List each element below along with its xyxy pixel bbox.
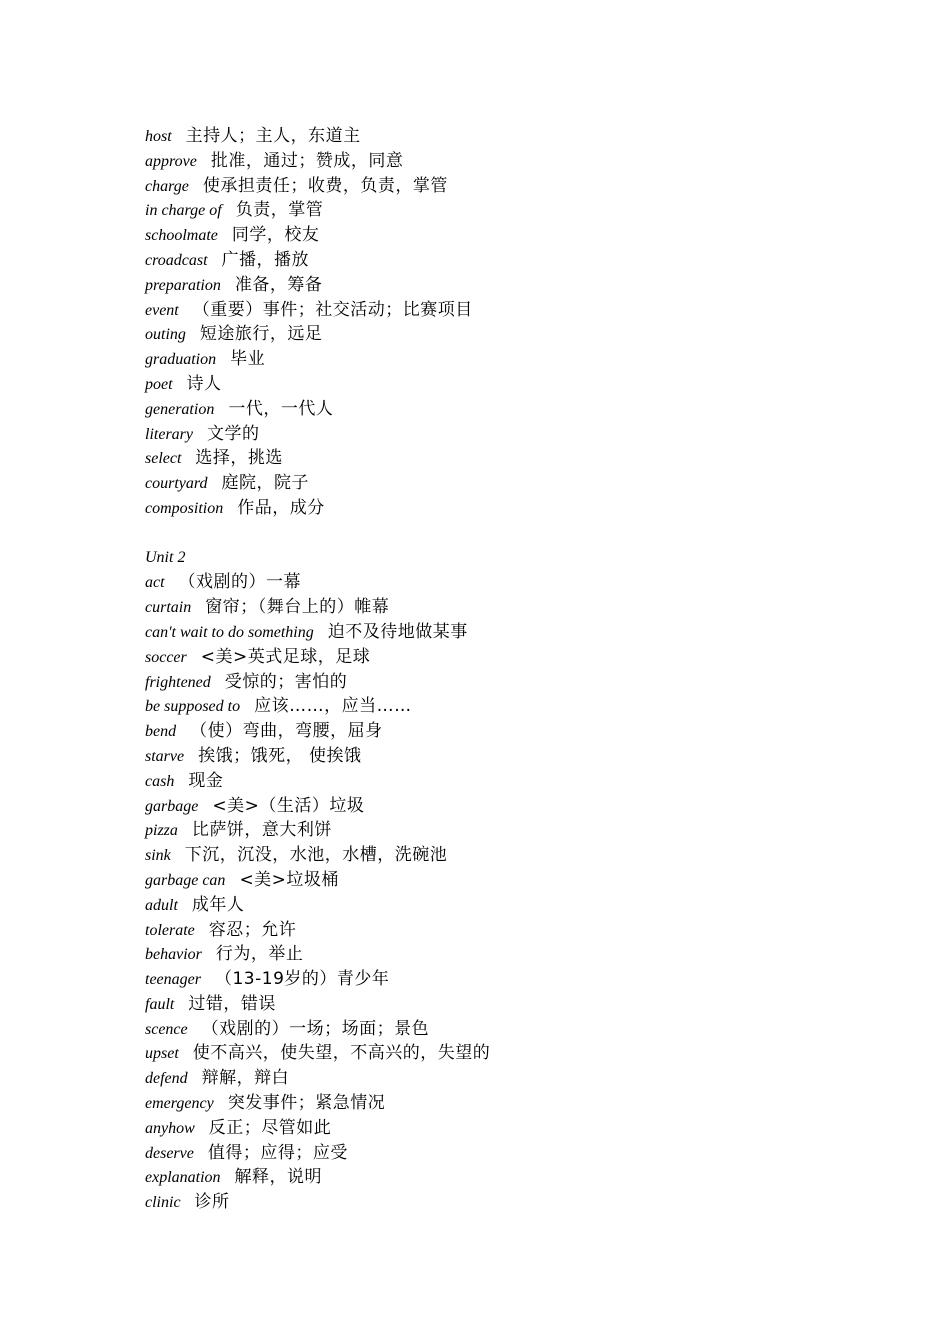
vocab-entry: [145, 843, 905, 868]
vocab-word: poet: [145, 375, 173, 393]
vocab-word: teenager: [145, 971, 201, 989]
vocab-entry: [145, 1190, 905, 1215]
vocab-entry: [145, 694, 905, 719]
vocab-meaning: 诗人: [186, 373, 222, 394]
vocab-entry: [145, 198, 905, 223]
vocab-word: starve: [145, 747, 185, 765]
section-unit-2: [145, 546, 905, 1216]
vocab-meaning: 下沉，沉没，水池，水槽，洗碗池: [184, 845, 448, 866]
vocab-word: curtain: [145, 599, 192, 617]
vocab-entry: [145, 942, 905, 967]
vocab-word: select: [145, 450, 182, 468]
vocab-entry: [145, 1165, 905, 1190]
vocab-word: deserve: [145, 1144, 194, 1162]
vocab-entry: [145, 471, 905, 496]
vocab-word: graduation: [145, 351, 217, 369]
vocab-meaning: 现金: [188, 770, 224, 791]
vocab-entry: [145, 347, 905, 372]
vocab-meaning: 准备，筹备: [234, 274, 323, 295]
vocab-word: pizza: [145, 822, 178, 840]
vocab-word: upset: [145, 1045, 179, 1063]
vocab-entry: [145, 992, 905, 1017]
vocab-meaning: （戏剧的）一场；场面；景色: [201, 1018, 430, 1039]
vocab-meaning: 一代，一代人: [228, 398, 334, 419]
vocab-entry: [145, 1066, 905, 1091]
vocab-entry: [145, 422, 905, 447]
vocab-word: clinic: [145, 1194, 181, 1212]
vocab-word: generation: [145, 400, 215, 418]
vocab-entry: [145, 769, 905, 794]
vocab-entry: [145, 248, 905, 273]
vocab-word: approve: [145, 152, 197, 170]
vocab-meaning: 主持人；主人，东道主: [185, 126, 361, 146]
vocab-word: garbage: [145, 797, 199, 815]
vocab-entry: [145, 794, 905, 819]
vocab-meaning: 值得；应得；应受: [207, 1142, 348, 1163]
vocab-word: be supposed to: [145, 698, 241, 716]
vocab-entry: [145, 1041, 905, 1066]
vocab-entry: [145, 1141, 905, 1166]
vocab-meaning: （重要）事件；社交活动；比赛项目: [192, 299, 473, 320]
vocab-meaning: 短途旅行，远足: [199, 324, 323, 345]
vocab-word: soccer: [145, 648, 187, 666]
vocab-entry: [145, 1116, 905, 1141]
vocab-meaning: <美>英式足球，足球: [200, 646, 371, 667]
vocab-entry: [145, 868, 905, 893]
vocab-entry: [145, 893, 905, 918]
vocab-word: tolerate: [145, 921, 195, 939]
vocab-meaning: 窗帘；（舞台上的）帷幕: [205, 597, 390, 618]
vocab-meaning: 容忍；允许: [208, 919, 297, 940]
section-unit-1: [145, 124, 905, 521]
vocab-word: charge: [145, 177, 189, 195]
vocab-meaning: 庭院，院子: [221, 473, 310, 494]
vocab-entry: [145, 595, 905, 620]
vocab-meaning: <美>（生活）垃圾: [212, 795, 365, 816]
vocab-word: frightened: [145, 673, 211, 691]
vocab-meaning: （13-19岁的）青少年: [214, 969, 390, 990]
section-spacer: [145, 521, 905, 546]
vocab-entry: [145, 174, 905, 199]
vocab-meaning: 辩解，辩白: [201, 1068, 290, 1089]
vocab-word: literary: [145, 425, 193, 443]
vocab-entry: [145, 645, 905, 670]
vocab-meaning: 毕业: [230, 349, 266, 370]
vocab-meaning: 反正；尽管如此: [208, 1117, 332, 1138]
vocab-word: bend: [145, 723, 177, 741]
vocab-entry: [145, 322, 905, 347]
vocab-meaning: 受惊的；害怕的: [224, 671, 348, 692]
vocab-meaning: 使承担责任；收费，负责，掌管: [202, 175, 448, 196]
vocab-entry: [145, 446, 905, 471]
vocab-word: croadcast: [145, 251, 208, 269]
vocab-meaning: 使不高兴，使失望，不高兴的，失望的: [192, 1043, 491, 1064]
vocab-word: outing: [145, 326, 186, 344]
vocab-meaning: 诊所: [194, 1192, 230, 1213]
vocab-word: sink: [145, 847, 171, 865]
vocab-word: schoolmate: [145, 227, 218, 245]
vocab-meaning: （使）弯曲，弯腰，屈身: [190, 721, 383, 742]
vocab-word: preparation: [145, 276, 221, 294]
vocab-word: composition: [145, 499, 224, 517]
vocab-meaning: 行为，举止: [215, 944, 304, 965]
vocab-word: scence: [145, 1020, 188, 1038]
unit-heading: Unit 2: [145, 548, 186, 566]
vocab-word: anyhow: [145, 1119, 195, 1137]
vocab-entry: [145, 273, 905, 298]
vocab-meaning: 同学，校友: [231, 225, 320, 246]
vocab-word: fault: [145, 995, 175, 1013]
vocab-entry: [145, 149, 905, 174]
vocab-entry: [145, 670, 905, 695]
vocab-meaning: 选择，挑选: [195, 448, 283, 469]
vocab-meaning: 文学的: [207, 423, 260, 444]
vocab-word: garbage can: [145, 871, 226, 889]
vocab-entry: [145, 397, 905, 422]
vocab-entry: [145, 719, 905, 744]
vocab-entry: [145, 570, 905, 595]
vocab-word: emergency: [145, 1095, 214, 1113]
vocab-entry: [145, 496, 905, 521]
vocab-entry: [145, 620, 905, 645]
vocab-word: can't wait to do something: [145, 623, 314, 641]
vocab-word: cash: [145, 772, 175, 790]
vocab-entry: [145, 1091, 905, 1116]
vocab-meaning: 批准，通过；赞成，同意: [210, 150, 404, 171]
vocab-meaning: 负责，掌管: [235, 200, 324, 221]
vocab-entry: [145, 744, 905, 769]
vocab-meaning: 挨饿；饿死， 使挨饿: [198, 745, 362, 766]
vocab-meaning: <美>垃圾桶: [239, 869, 339, 890]
vocab-word: explanation: [145, 1169, 221, 1187]
vocab-meaning: 突发事件；紧急情况: [227, 1093, 386, 1114]
vocab-meaning: 解释，说明: [234, 1167, 323, 1188]
vocab-meaning: 迫不及待地做某事: [327, 621, 468, 642]
vocab-word: courtyard: [145, 475, 208, 493]
vocab-entry: [145, 298, 905, 323]
vocab-meaning: 作品，成分: [237, 497, 325, 518]
vocab-entry: [145, 223, 905, 248]
vocab-meaning: 比萨饼，意大利饼: [191, 820, 332, 841]
vocab-meaning: 广播，播放: [221, 249, 310, 270]
vocabulary-list: [145, 124, 905, 1215]
vocab-meaning: （戏剧的）一幕: [178, 572, 302, 593]
vocab-entry: [145, 372, 905, 397]
vocab-word: defend: [145, 1070, 188, 1088]
vocab-word: host: [145, 128, 172, 145]
vocab-meaning: 成年人: [191, 894, 245, 915]
vocab-entry: [145, 124, 905, 149]
vocab-entry: [145, 1017, 905, 1042]
vocab-entry: [145, 918, 905, 943]
vocab-word: adult: [145, 896, 178, 914]
vocab-entry: [145, 818, 905, 843]
vocab-word: act: [145, 574, 165, 592]
vocab-entry: [145, 967, 905, 992]
vocab-meaning: 过错，错误: [188, 993, 276, 1014]
vocab-word: in charge of: [145, 202, 222, 220]
vocab-word: behavior: [145, 946, 202, 964]
vocab-meaning: 应该……，应当……: [254, 696, 412, 717]
vocab-word: event: [145, 301, 179, 319]
